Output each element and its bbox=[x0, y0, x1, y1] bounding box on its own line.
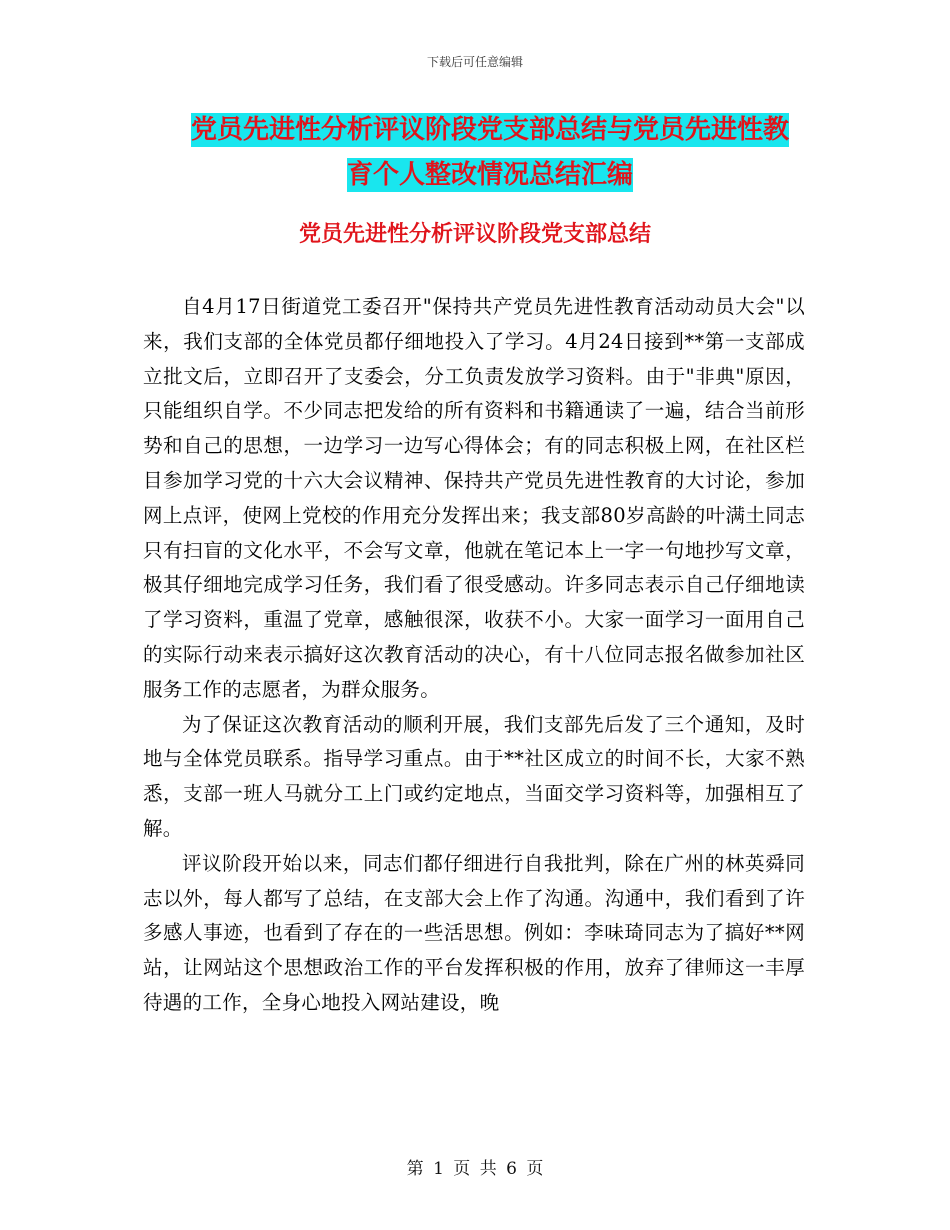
header-note: 下载后可任意编辑 bbox=[426, 55, 523, 69]
body-paragraph-3: 评议阶段开始以来，同志们都仔细进行自我批判，除在广州的林英舜同志以外，每人都写了总结，在支部大会上作了沟通。沟通中，我们看到了许多感人事迹，也看到了存在的一些活思想。例如：李味琦同志为了搞好**网站，让网站这个思想政治工作的平台发挥积极的作用，放弃了律师这一丰厚待遇的工作，全身心地投入网站建设，晚 bbox=[143, 851, 805, 1014]
document-title-line-1: 党员先进性分析评议阶段党支部总结与党员先进性教 bbox=[190, 115, 789, 145]
document-body bbox=[143, 290, 805, 1021]
document-title bbox=[140, 108, 840, 198]
body-paragraph-1: 自4月17日街道党工委召开"保持共产党员先进性教育活动动员大会"以来，我们支部的全体党员都仔细地投入了学习。4月24日接到**第一支部成立批文后，立即召开了支委会，分工负责发放学习资料。由于"非典"原因，只能组织自学。不少同志把发给的所有资料和书籍通读了一遍，结合当前形势和自己的思想，一边学习一边写心得体会；有的同志积极上网，在社区栏目参加学习党的十六大会议精神、保持共产党员先进性教育的大讨论，参加网上点评，使网上党校的作用充分发挥出来；我支部80岁高龄的叶满土同志只有扫盲的文化水平，不会写文章，他就在笔记本上一字一句地抄写文章，极其仔细地完成学习任务，我们看了很受感动。许多同志表示自己仔细地读了学习资料，重温了党章，感触很深，收获不小。大家一面学习一面用自己的实际行动来表示搞好这次教育活动的决心，有十八位同志报名做参加社区服务工作的志愿者，为群众服务。 bbox=[143, 295, 805, 701]
page-number-footer: 第 1 页 共 6 页 bbox=[406, 1159, 544, 1179]
document-title-line-2: 育个人整改情况总结汇编 bbox=[346, 160, 633, 190]
body-paragraph-2: 为了保证这次教育活动的顺利开展，我们支部先后发了三个通知，及时地与全体党员联系。指导学习重点。由于**社区成立的时间不长，大家不熟悉，支部一班人马就分工上门或约定地点，当面交学习资料等，加强相互了解。 bbox=[143, 712, 805, 840]
section-title: 党员先进性分析评议阶段党支部总结 bbox=[298, 222, 651, 247]
